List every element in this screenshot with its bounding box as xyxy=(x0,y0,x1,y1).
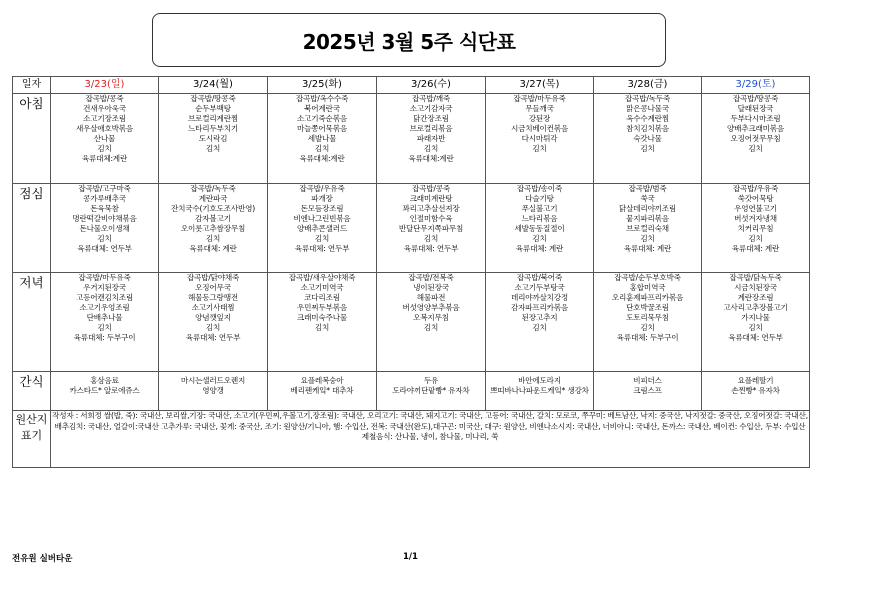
menu-item: 카스타드* 알로에쥬스 xyxy=(69,386,140,395)
menu-item: 김치 xyxy=(205,323,221,332)
day-header-tue: 3/25(화) xyxy=(268,77,377,94)
menu-cell xyxy=(702,273,810,372)
menu-item: 김치 xyxy=(97,234,112,243)
menu-cell xyxy=(377,273,486,372)
menu-item: 잡곡밥/마두유죽 xyxy=(513,94,566,103)
menu-item: 쑥국 xyxy=(640,194,655,203)
menu-cell xyxy=(377,372,486,411)
menu-item: 육류대체: 연두부 xyxy=(728,333,783,342)
menu-item: 김치 xyxy=(97,144,112,153)
menu-item: 잡곡밥/우유죽 xyxy=(732,184,779,193)
menu-item: 잡곡밥/범죽 xyxy=(628,184,667,193)
origin-label: 원산지 표기 xyxy=(13,411,51,468)
menu-item: 냉이된장국 xyxy=(413,283,449,292)
menu-item: 크래미계란탕 xyxy=(409,194,453,203)
menu-item: 닭살데리야끼조림 xyxy=(618,204,677,213)
menu-item: 육류대체: 계란 xyxy=(515,244,564,253)
menu-item: 반달단무지쪽파무침 xyxy=(398,224,464,233)
menu-item: 강된장 xyxy=(528,114,551,123)
menu-item: 김치 xyxy=(532,323,547,332)
menu-item: 김치 xyxy=(423,234,439,243)
menu-item: 오복지무침 xyxy=(413,313,449,322)
menu-item: 잡곡밥/콩죽 xyxy=(85,94,124,103)
menu-item: 다슬기탕 xyxy=(525,194,554,203)
menu-cell xyxy=(51,372,159,411)
menu-item: 잡곡밥/녹두죽 xyxy=(624,94,671,103)
menu-cell xyxy=(486,94,594,184)
menu-item: 숙갓나물 xyxy=(633,134,662,143)
menu-item: 김치 xyxy=(640,234,655,243)
day-header-mon: 3/24(월) xyxy=(159,77,268,94)
menu-item: 건새우아욱국 xyxy=(83,104,126,113)
menu-item: 치커리무침 xyxy=(737,224,774,233)
menu-item: 바안에도라지 xyxy=(518,376,561,385)
menu-item: 김치 xyxy=(205,234,221,243)
menu-item: 다시마튀각 xyxy=(521,134,558,143)
menu-item: 영양갱 xyxy=(202,386,224,395)
menu-cell xyxy=(51,94,159,184)
menu-item: 잡곡밥/깨죽 xyxy=(411,94,451,103)
menu-item: 무들깨국 xyxy=(525,104,554,113)
menu-cell xyxy=(594,94,702,184)
menu-item: 꽈리고추살선져장 xyxy=(402,204,460,213)
menu-item: 요플레딸기 xyxy=(737,376,774,385)
menu-item: 육류대체: 계란 xyxy=(189,244,237,253)
menu-item: 오리훈제파프리카볶음 xyxy=(611,293,684,302)
menu-item: 명란떡갈비야채볶음 xyxy=(72,214,137,223)
menu-cell xyxy=(486,372,594,411)
menu-item: 김치 xyxy=(97,323,112,332)
menu-table xyxy=(12,76,810,468)
menu-item: 잡곡밥/닭녹두죽 xyxy=(729,273,782,282)
menu-item: 북어계란국 xyxy=(304,104,340,113)
menu-item: 소고기죽순볶음 xyxy=(297,114,347,123)
menu-item: 도라야끼단팥빵* 유자차 xyxy=(392,386,470,395)
menu-item: 느타리볶음 xyxy=(521,214,558,223)
menu-item: 김치 xyxy=(423,323,439,332)
menu-cell xyxy=(594,273,702,372)
menu-item: 오징어무국 xyxy=(195,283,231,292)
menu-item: 잡곡밥/전복죽 xyxy=(408,273,454,282)
menu-item: 김치 xyxy=(423,144,439,153)
menu-item: 크림스프 xyxy=(633,386,662,395)
menu-item: 브로컬리계란찜 xyxy=(188,114,238,123)
origin-row xyxy=(13,411,810,468)
menu-item: 감자파프리카볶음 xyxy=(510,303,569,312)
menu-cell xyxy=(486,273,594,372)
menu-item: 잡곡밥/고구마죽 xyxy=(78,184,131,193)
header-row xyxy=(13,77,810,94)
menu-item: 닭간장조림 xyxy=(413,114,449,123)
menu-item: 잡곡밥/송이죽 xyxy=(516,184,563,193)
menu-item: 잡곡밥/마두유죽 xyxy=(78,273,131,282)
menu-cell xyxy=(268,372,377,411)
menu-item: 비엔나그린빈볶음 xyxy=(293,214,351,223)
menu-item: 버섯영양부추볶음 xyxy=(402,303,460,312)
menu-item: 육류대체: 연두부 xyxy=(294,244,350,253)
footer-organization: 전유원 실버타운 xyxy=(12,554,73,564)
menu-item: 잡곡밥/우유죽 xyxy=(299,184,345,193)
menu-item: 김치 xyxy=(640,323,655,332)
menu-item: 소고기장조림 xyxy=(83,114,126,123)
menu-item: 홍삼음료 xyxy=(90,376,119,385)
menu-item: 잡곡밥/순두부호박죽 xyxy=(614,273,681,282)
meal-label: 점심 xyxy=(13,184,51,273)
menu-item: 파개장 xyxy=(311,194,333,203)
menu-item: 된장고추지 xyxy=(521,313,558,322)
menu-item: 도시락김 xyxy=(198,134,228,143)
menu-item: 감자볼고기 xyxy=(195,214,231,223)
menu-item: 김치 xyxy=(532,234,547,243)
menu-item: 브로컬리숙채 xyxy=(626,224,669,233)
footer-page-number: 1/1 xyxy=(403,552,418,562)
menu-item: 고사리고추장볼고기 xyxy=(723,303,788,312)
menu-item: 세발나물 xyxy=(307,134,337,143)
menu-item: 두부다시마조림 xyxy=(730,114,781,123)
menu-item: 쁘띠바나나파운드케잌* 생강차 xyxy=(490,386,589,395)
menu-item: 잡곡밥/닭야채죽 xyxy=(186,273,240,282)
menu-item: 인절미함수육 xyxy=(409,214,453,223)
menu-item: 새우살애호박볶음 xyxy=(75,124,134,133)
menu-item: 김치 xyxy=(532,144,547,153)
menu-item: 잡곡밥/옥수수죽 xyxy=(295,94,349,103)
menu-item: 소고기두부탕국 xyxy=(514,283,565,292)
menu-item: 돈모듬장조림 xyxy=(300,204,344,213)
day-header-sun: 3/23(일) xyxy=(51,77,159,94)
menu-item: 김치 xyxy=(748,144,763,153)
page-title: 2025년 3월 5주 식단표 xyxy=(152,13,666,67)
menu-item: 두유 xyxy=(423,376,439,385)
menu-item: 우민찌두부볶음 xyxy=(297,303,347,312)
menu-cell xyxy=(702,94,810,184)
menu-item: 잡곡밥/녹두죽 xyxy=(190,184,236,193)
menu-item: 시금치된장국 xyxy=(734,283,777,292)
menu-item: 잡곡밥/새우살야채죽 xyxy=(288,273,356,282)
menu-item: 버섯겨자냉채 xyxy=(734,214,777,223)
menu-item: 오이롯고추쌈장무침 xyxy=(180,224,246,233)
menu-item: 돈나물오이생채 xyxy=(79,224,130,233)
menu-item: 김치 xyxy=(640,144,655,153)
menu-item: 양배추크래미볶음 xyxy=(726,124,785,133)
menu-item: 콩가루배추국 xyxy=(83,194,126,203)
menu-item: 소고기감자국 xyxy=(409,104,453,113)
menu-item: 소고기미역국 xyxy=(300,283,344,292)
menu-item: 비피더스 xyxy=(633,376,662,385)
menu-item: 김치 xyxy=(748,234,763,243)
menu-item: 시금치베이컨볶음 xyxy=(510,124,569,133)
menu-item: 육류대체: 두부구이 xyxy=(73,333,136,342)
menu-cell xyxy=(702,184,810,273)
menu-item: 맑은콩나물국 xyxy=(626,104,669,113)
menu-item: 양념깻잎지 xyxy=(195,313,231,322)
menu-item: 육류대체:계란 xyxy=(299,154,345,163)
menu-item: 데리야까살치강정 xyxy=(510,293,569,302)
menu-item: 가지나물 xyxy=(741,313,770,322)
menu-item: 김치 xyxy=(205,144,221,153)
day-header-wed: 3/26(수) xyxy=(377,77,486,94)
menu-item: 잡곡밥/땅콩죽 xyxy=(732,94,779,103)
menu-item: 육류대체:계란 xyxy=(408,154,454,163)
menu-item: 육류대체: 연두부 xyxy=(185,333,241,342)
menu-cell xyxy=(268,273,377,372)
menu-item: 옥수수계란찜 xyxy=(626,114,669,123)
menu-cell xyxy=(594,184,702,273)
menu-item: 김치 xyxy=(314,234,330,243)
menu-item: 육류대체: 두부구이 xyxy=(616,333,679,342)
menu-item: 소고기우엉조림 xyxy=(79,303,130,312)
origin-text: 작성자 : 서희정 쌀(밥, 죽): 국내산, 보리쌀,기장: 국내산, 소고기(우민찌,우볼고기,장조림): 국내산, 오리고기: 국내산, 돼지고기: 국내산, 고등어: 국내산, 갈치: 모로코, 쭈꾸미: 베트남산, 낙지: 중국산, 낙지젓갈: 중국산, 오징어젓갈: 국내산, 배추김치: 국내산, 얼갈이:국내산 고추가루: 국내산, 꽃게: 중국산, 조기: 원양산/기니아, 햄: 수입산, 전복: 국내산(완도),대구곤: 미국산, 대구: 원양산, 비엔나소시지: 국내산, 너비아니: 국내산, 돈까스: 국내산, 베이컨: 수입산, 두부: 수입산 제철음식: 산나물, 냉이, 참나물, 미나리, 쑥 xyxy=(51,411,810,468)
menu-item: 우엉연불고기 xyxy=(734,204,777,213)
menu-item: 요플레복숭아 xyxy=(300,376,344,385)
menu-item: 소고기사태찜 xyxy=(191,303,235,312)
menu-item: 마시는샐러드오렌지 xyxy=(180,376,246,385)
menu-item: 육류대체: 계란 xyxy=(731,244,780,253)
day-header-fri: 3/28(금) xyxy=(594,77,702,94)
menu-item: 계란장조림 xyxy=(737,293,774,302)
menu-item: 도토리묵무침 xyxy=(626,313,669,322)
menu-item: 단호박꿀조림 xyxy=(626,303,669,312)
meal-label: 간식 xyxy=(13,372,51,411)
menu-item: 파래자반 xyxy=(416,134,446,143)
menu-item: 김치 xyxy=(314,144,330,153)
meal-row-lunch xyxy=(13,184,810,273)
menu-item: 달래된장국 xyxy=(737,104,774,113)
meal-label: 저녁 xyxy=(13,273,51,372)
menu-item: 우거지된장국 xyxy=(83,283,126,292)
menu-cell xyxy=(377,184,486,273)
menu-cell xyxy=(377,94,486,184)
meal-row-breakfast xyxy=(13,94,810,184)
menu-item: 오징어젓무무침 xyxy=(730,134,781,143)
menu-item: 돈육묵참 xyxy=(90,204,119,213)
menu-cell xyxy=(51,273,159,372)
date-header-label: 일자 xyxy=(13,77,51,94)
menu-item: 홍합미역국 xyxy=(629,283,666,292)
menu-item: 산나물 xyxy=(93,134,116,143)
menu-item: 순두부백탕 xyxy=(195,104,231,113)
menu-item: 손찐빵* 유자차 xyxy=(731,386,780,395)
menu-item: 육류대체: 계란 xyxy=(623,244,672,253)
menu-item: 해물동그랑땡전 xyxy=(188,293,238,302)
menu-item: 크래미숙주나물 xyxy=(297,313,347,322)
menu-item: 쑥갓어묵탕 xyxy=(737,194,774,203)
menu-cell xyxy=(51,184,159,273)
menu-cell xyxy=(159,273,268,372)
menu-item: 참치김치볶음 xyxy=(626,124,669,133)
menu-item: 베리팬케잌* 대추차 xyxy=(290,386,354,395)
day-header-thu: 3/27(목) xyxy=(486,77,594,94)
meal-row-snack xyxy=(13,372,810,411)
menu-item: 육류대체: 연두부 xyxy=(403,244,459,253)
menu-item: 김치 xyxy=(314,323,330,332)
menu-item: 김치 xyxy=(748,323,763,332)
menu-cell xyxy=(268,184,377,273)
menu-item: 잡곡밥/땅콩죽 xyxy=(190,94,236,103)
menu-item: 잔치국수(기호도조사반영) xyxy=(170,204,255,213)
menu-item: 양배추콘샐러드 xyxy=(297,224,347,233)
menu-cell xyxy=(159,184,268,273)
menu-item: 계란파국 xyxy=(198,194,228,203)
meal-label: 아침 xyxy=(13,94,51,184)
menu-item: 고등어캔김치조림 xyxy=(75,293,134,302)
menu-cell xyxy=(594,372,702,411)
menu-cell xyxy=(159,94,268,184)
menu-item: 코다리조림 xyxy=(304,293,340,302)
menu-item: 마늘쫑어묵볶음 xyxy=(297,124,347,133)
menu-item: 해물파전 xyxy=(416,293,446,302)
menu-item: 느타리두부치기 xyxy=(188,124,238,133)
menu-cell xyxy=(268,94,377,184)
menu-item: 잡곡밥/북어죽 xyxy=(516,273,563,282)
menu-item: 뭍지파리볶음 xyxy=(626,214,669,223)
menu-cell xyxy=(159,372,268,411)
menu-item: 잡곡밥/콩죽 xyxy=(411,184,451,193)
menu-item: 단배추나물 xyxy=(86,313,123,322)
menu-item: 푸실불고기 xyxy=(521,204,558,213)
menu-cell xyxy=(702,372,810,411)
menu-item: 육류대체: 연두부 xyxy=(77,244,132,253)
menu-item: 브로컬리볶음 xyxy=(409,124,453,133)
menu-item: 육류대체:계란 xyxy=(81,154,128,163)
meal-row-dinner xyxy=(13,273,810,372)
menu-item: 세발동동질절이 xyxy=(514,224,565,233)
menu-cell xyxy=(486,184,594,273)
day-header-sat: 3/29(토) xyxy=(702,77,810,94)
